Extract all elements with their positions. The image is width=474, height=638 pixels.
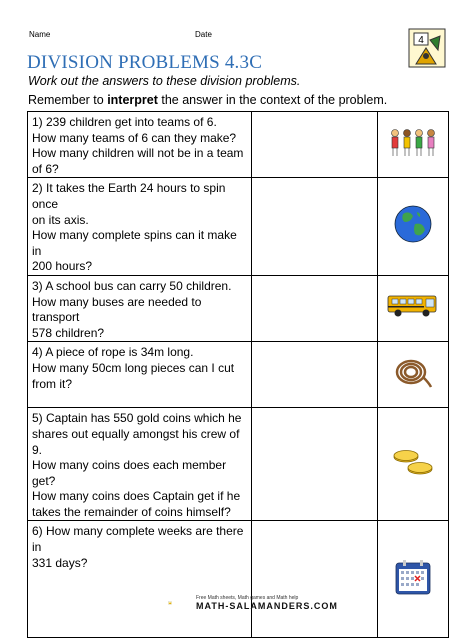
question-cell: 2) It takes the Earth 24 hours to spin once on its axis. How many complete spins can it make in 200 hours? [28,178,252,276]
emphasis-interpret: interpret [107,93,158,107]
page-title: DIVISION PROBLEMS 4.3C [27,52,263,73]
picture-cell [378,275,449,341]
table-row [28,342,449,408]
gold-coins-icon [392,447,434,477]
earth-globe-icon [393,204,433,244]
table-row [28,178,449,276]
table-row [28,112,449,178]
table-row [28,408,449,521]
table-row [28,275,449,341]
question-cell: 1) 239 children get into teams of 6. How many teams of 6 can they make? How many children will not be in a team of 6? [28,112,252,178]
children-icon [389,125,437,159]
name-label: Name [29,30,51,39]
table-row [28,521,449,638]
footer-brand[interactable]: MATH-SALAMANDERS.COM [196,601,338,611]
picture-cell [378,521,449,638]
question-cell: 4) A piece of rope is 34m long. How many 50cm long pieces can I cut from it? [28,342,252,408]
date-label: Date [195,30,212,39]
instruction-line-1: Work out the answers to these division problems. [28,74,301,88]
footer-tagline: Free Math sheets, Math games and Math help [196,595,299,601]
answer-box[interactable] [252,408,378,521]
logo-number: 4 [418,35,424,46]
math-salamanders-logo-icon [408,28,446,68]
instruction-line-2: Remember to interpret the answer in the context of the problem. [28,93,388,107]
question-cell: 3) A school bus can carry 50 children. How many buses are needed to transport 578 children? [28,275,252,341]
answer-box[interactable] [252,521,378,638]
school-bus-icon [386,293,440,319]
answer-box[interactable] [252,178,378,276]
calendar-icon [395,559,431,595]
picture-cell [378,342,449,408]
picture-cell [378,408,449,521]
picture-cell [378,178,449,276]
answer-box[interactable] [252,112,378,178]
question-cell: 5) Captain has 550 gold coins which he shares out equally amongst his crew of 9. How many coins does each member get? How many coins does Captain get if he takes the remainder of coins himself? [28,408,252,521]
footer-logo-icon [168,594,194,612]
answer-box[interactable] [252,275,378,341]
rope-coil-icon [393,355,433,389]
answer-box[interactable] [252,342,378,408]
picture-cell [378,112,449,178]
problem-table [27,111,449,638]
question-cell: 6) How many complete weeks are there in 331 days? [28,521,252,638]
